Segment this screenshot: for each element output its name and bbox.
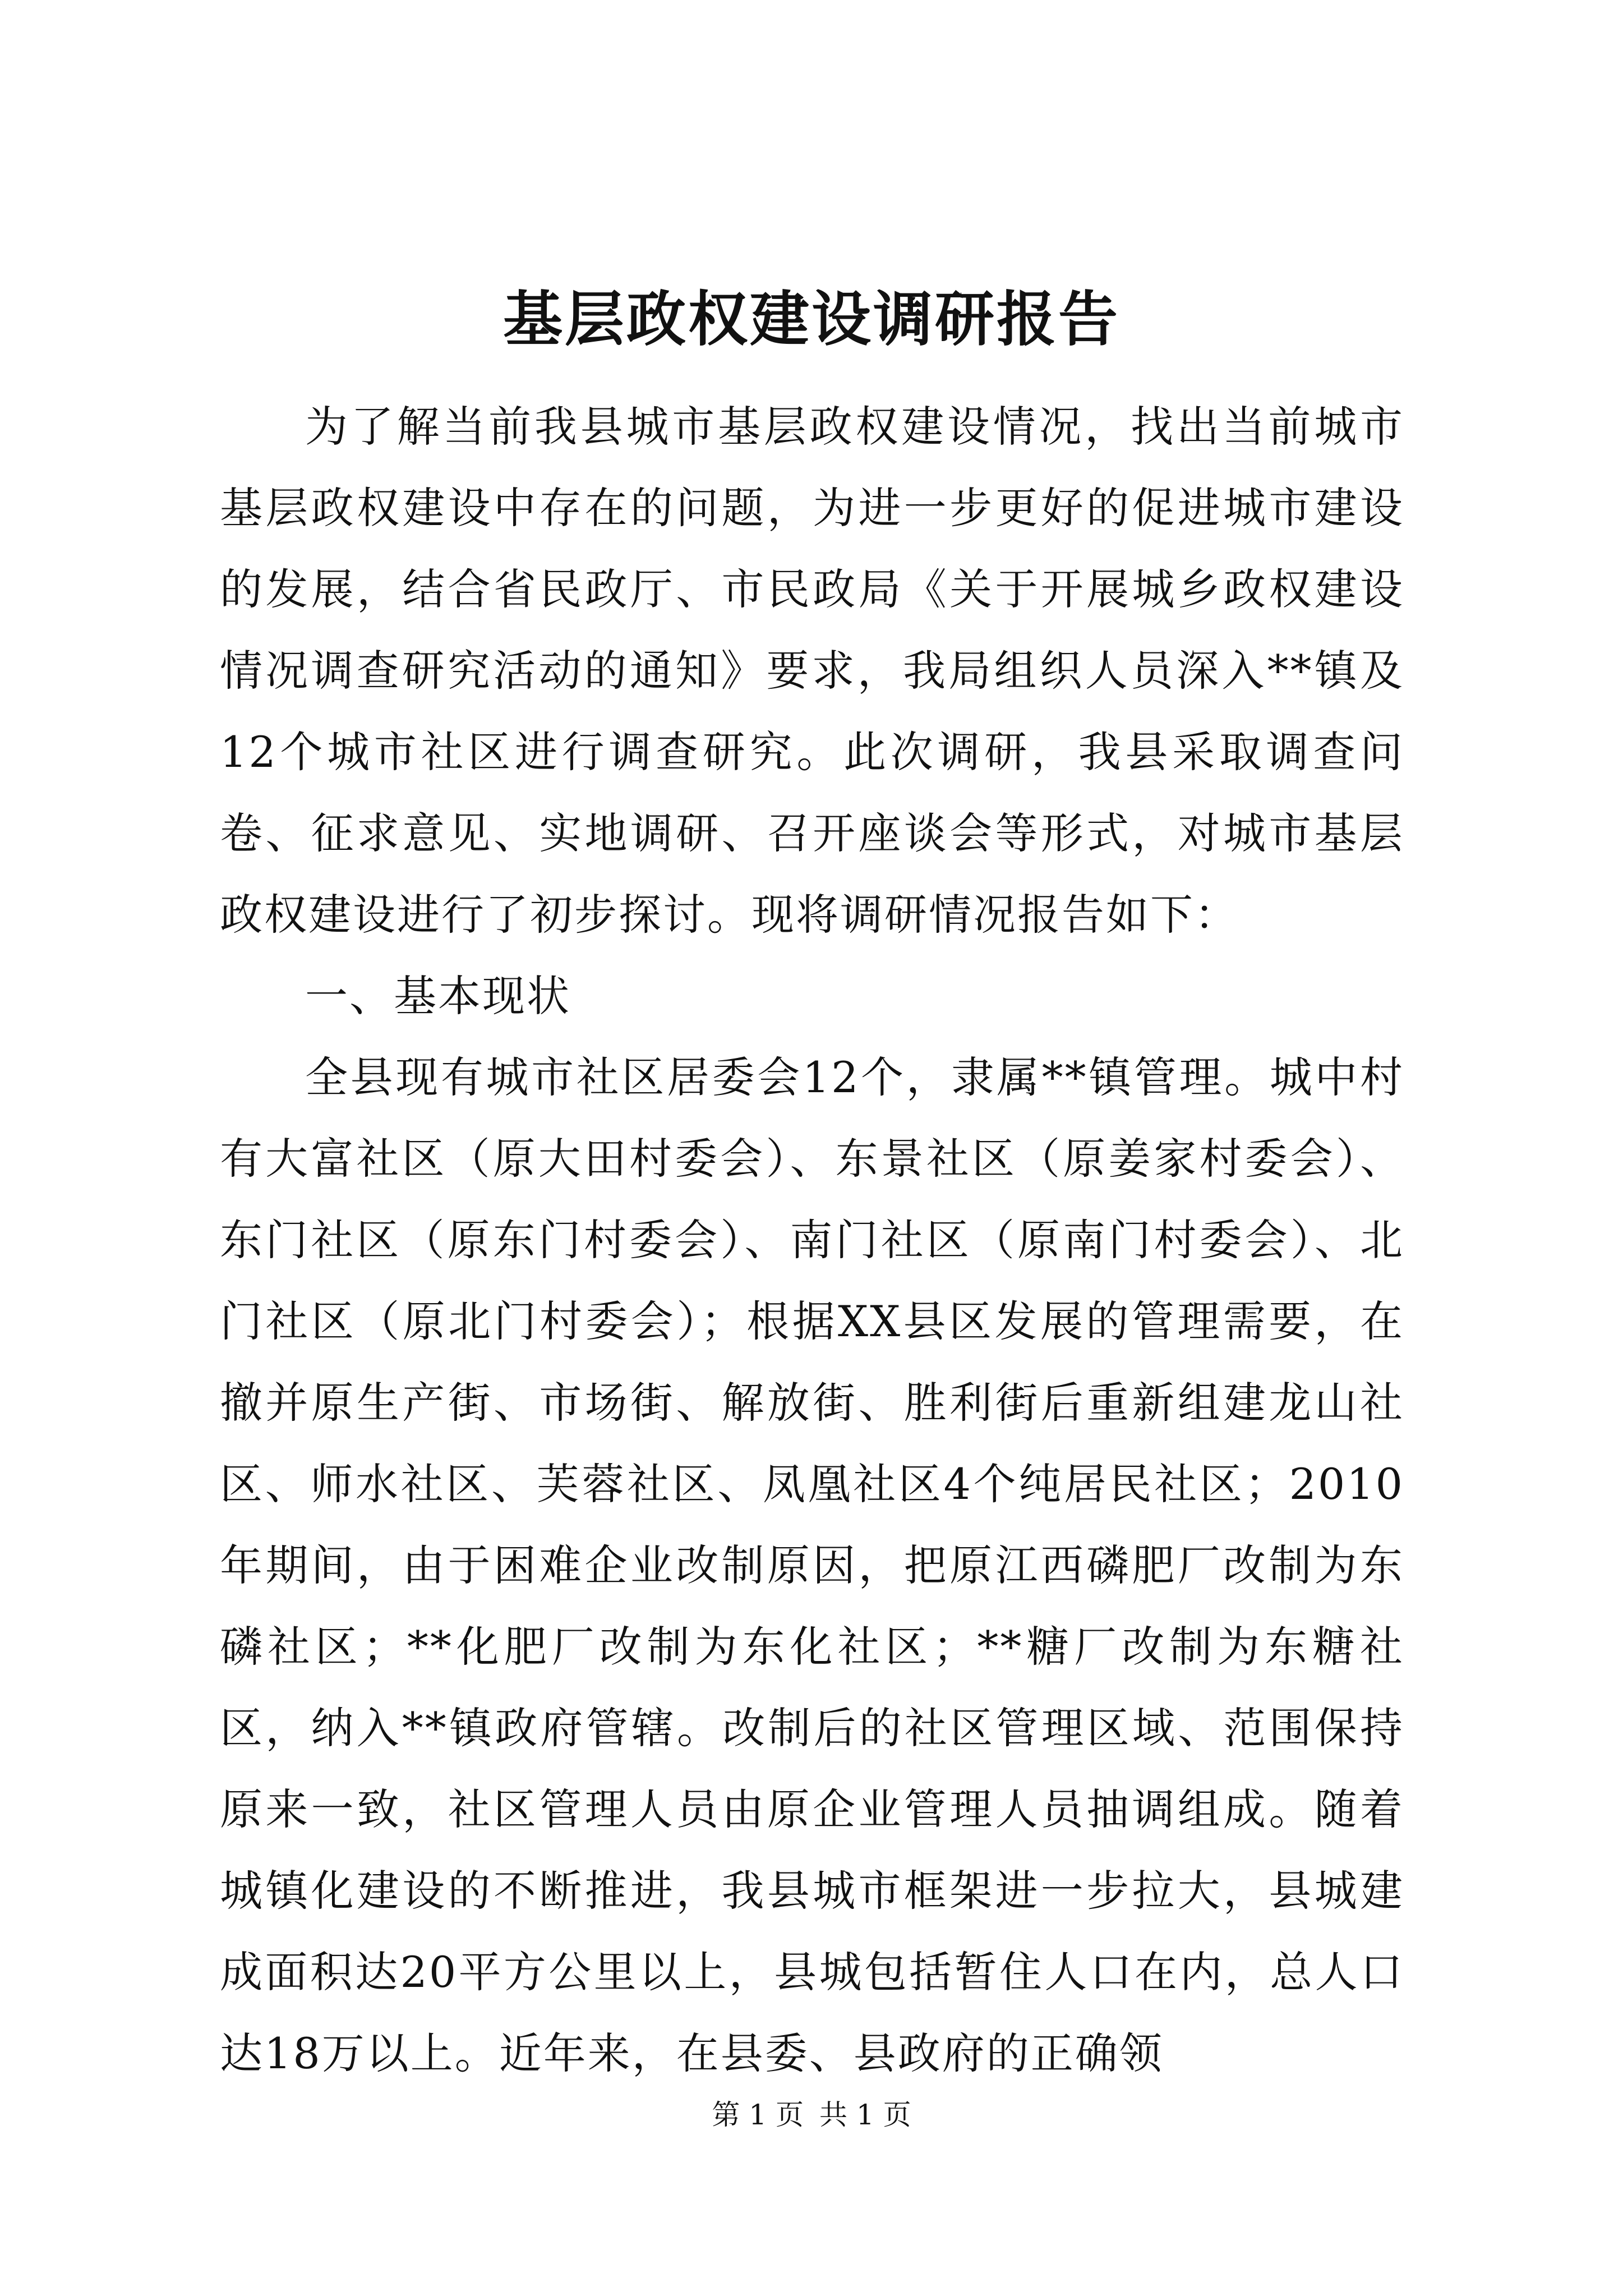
page-total: 共 1 页 xyxy=(819,2099,911,2131)
document-body xyxy=(220,386,1404,2094)
page-number: 第 1 页 xyxy=(712,2099,804,2131)
intro-paragraph: 为了解当前我县城市基层政权建设情况，找出当前城市基层政权建设中存在的问题，为进一步更好的促进城市建设的发展，结合省民政厅、市民政局《关于开展城乡政权建设情况调查研究活动的通知》要求，我局组织人员深入**镇及12个城市社区进行调查研究。此次调研，我县采取调查问卷、征求意见、实地调研、召开座谈会等形式，对城市基层政权建设进行了初步探讨。现将调研情况报告如下： xyxy=(220,402,1404,940)
page-footer xyxy=(0,2098,1623,2132)
section-heading: 一、基本现状 xyxy=(305,971,571,1021)
status-paragraph: 全县现有城市社区居委会12个，隶属**镇管理。城中村有大富社区（原大田村委会）、东景社区（原姜家村委会）、东门社区（原东门村委会）、南门社区（原南门村委会）、北门社区（原北门村委会）；根据XX县区发展的管理需要，在撤并原生产街、市场街、解放街、胜利街后重新组建龙山社区、师水社区、芙蓉社区、凤凰社区4个纯居民社区；2010年期间，由于困难企业改制原因，把原江西磷肥厂改制为东磷社区；**化肥厂改制为东化社区；**糖厂改制为东糖社区，纳入**镇政府管辖。改制后的社区管理区域、范围保持原来一致，社区管理人员由原企业管理人员抽调组成。随着城镇化建设的不断推进，我县城市框架进一步拉大，县城建成面积达20平方公里以上，县城包括暂住人口在内，总人口达18万以上。近年来，在县委、县政府的正确领 xyxy=(220,1052,1404,2078)
document-title: 基层政权建设调研报告 xyxy=(503,284,1120,354)
